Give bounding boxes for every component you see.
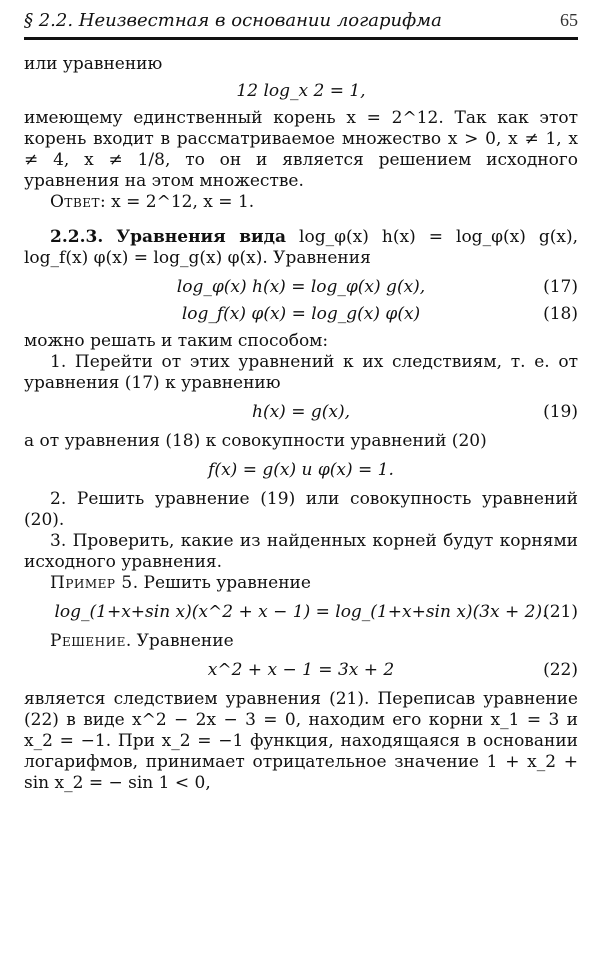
equation-20: f(x) = g(x) и φ(x) = 1. [208,460,394,480]
step-3: 3. Проверить, какие из найденных корней будут корнями исходного уравнения. [24,531,578,572]
paragraph-1: имеющему единственный корень x = 2^12. Так как этот корень входит в рассматриваемое множество x > 0, x ≠ 1, x ≠ 4, x ≠ 1/8, то он и является решением исходного уравнения на этом множестве. [24,108,578,191]
header-title: § 2.2. Неизвестная в основании логарифма [24,10,442,31]
equation-a: 12 log_x 2 = 1, [236,81,366,101]
section-tail: Уравнения [273,248,371,268]
section-heading [24,227,578,269]
paragraph-4: является следствием уравнения (21). Переписав уравнение (22) в виде x^2 − 2x − 3 = 0, находим его корни x_1 = 3 и x_2 = −1. При x_2 = −1 функция, находящаяся в основании логарифмов, принимает отрицательное значение 1 + x_2 + sin x_2 = − sin 1 < 0, [24,689,578,793]
equation-21-number: (21) [543,602,578,622]
intro-line: или уравнению [24,54,163,74]
equation-18: log_f(x) φ(x) = log_g(x) φ(x) (18) [181,304,578,324]
equation-19-number: (19) [543,402,578,422]
solution-label: Решение [50,631,126,651]
solution-line [24,631,578,652]
equation-18-number: (18) [543,304,578,324]
step-2: 2. Решить уравнение (19) или совокупность уравнений (20). [24,489,578,530]
step-1: 1. Перейти от этих уравнений к их следствиям, т. е. от уравнения (17) к уравнению [24,352,578,393]
equation-19: h(x) = g(x), (19) [252,402,578,422]
paragraph-3: а от уравнения (18) к совокупности уравнений (20) [24,431,487,451]
equation-22-number: (22) [543,660,578,680]
solution-text: . Уравнение [125,631,234,651]
paragraph-2: можно решать и таким способом: [24,331,329,351]
equation-17-number: (17) [543,277,578,297]
equation-22: x^2 + x − 1 = 3x + 2 (22) [207,660,578,680]
example-text: . Решить уравнение [132,573,311,593]
page-number: 65 [560,10,578,30]
equation-17: log_φ(x) h(x) = log_φ(x) g(x), (17) [176,277,578,297]
running-header [24,10,578,40]
answer-label: Ответ [50,192,101,212]
page [24,10,578,794]
example-label: Пример 5 [50,573,133,593]
answer-text: : x = 2^12, x = 1. [100,192,255,212]
section-number: 2.2.3. [50,227,104,247]
equation-21: log_(1+x+sin x)(x^2 + x − 1) = log_(1+x+sin x)(3x + 2). (21) [54,602,578,622]
section-formula: log_φ(x) h(x) = log_φ(x) g(x), log_f(x) φ(x) = log_g(x) φ(x). [24,227,579,268]
section-title: Уравнения вида [116,227,286,247]
example-line [24,573,578,594]
answer-line [24,192,578,213]
